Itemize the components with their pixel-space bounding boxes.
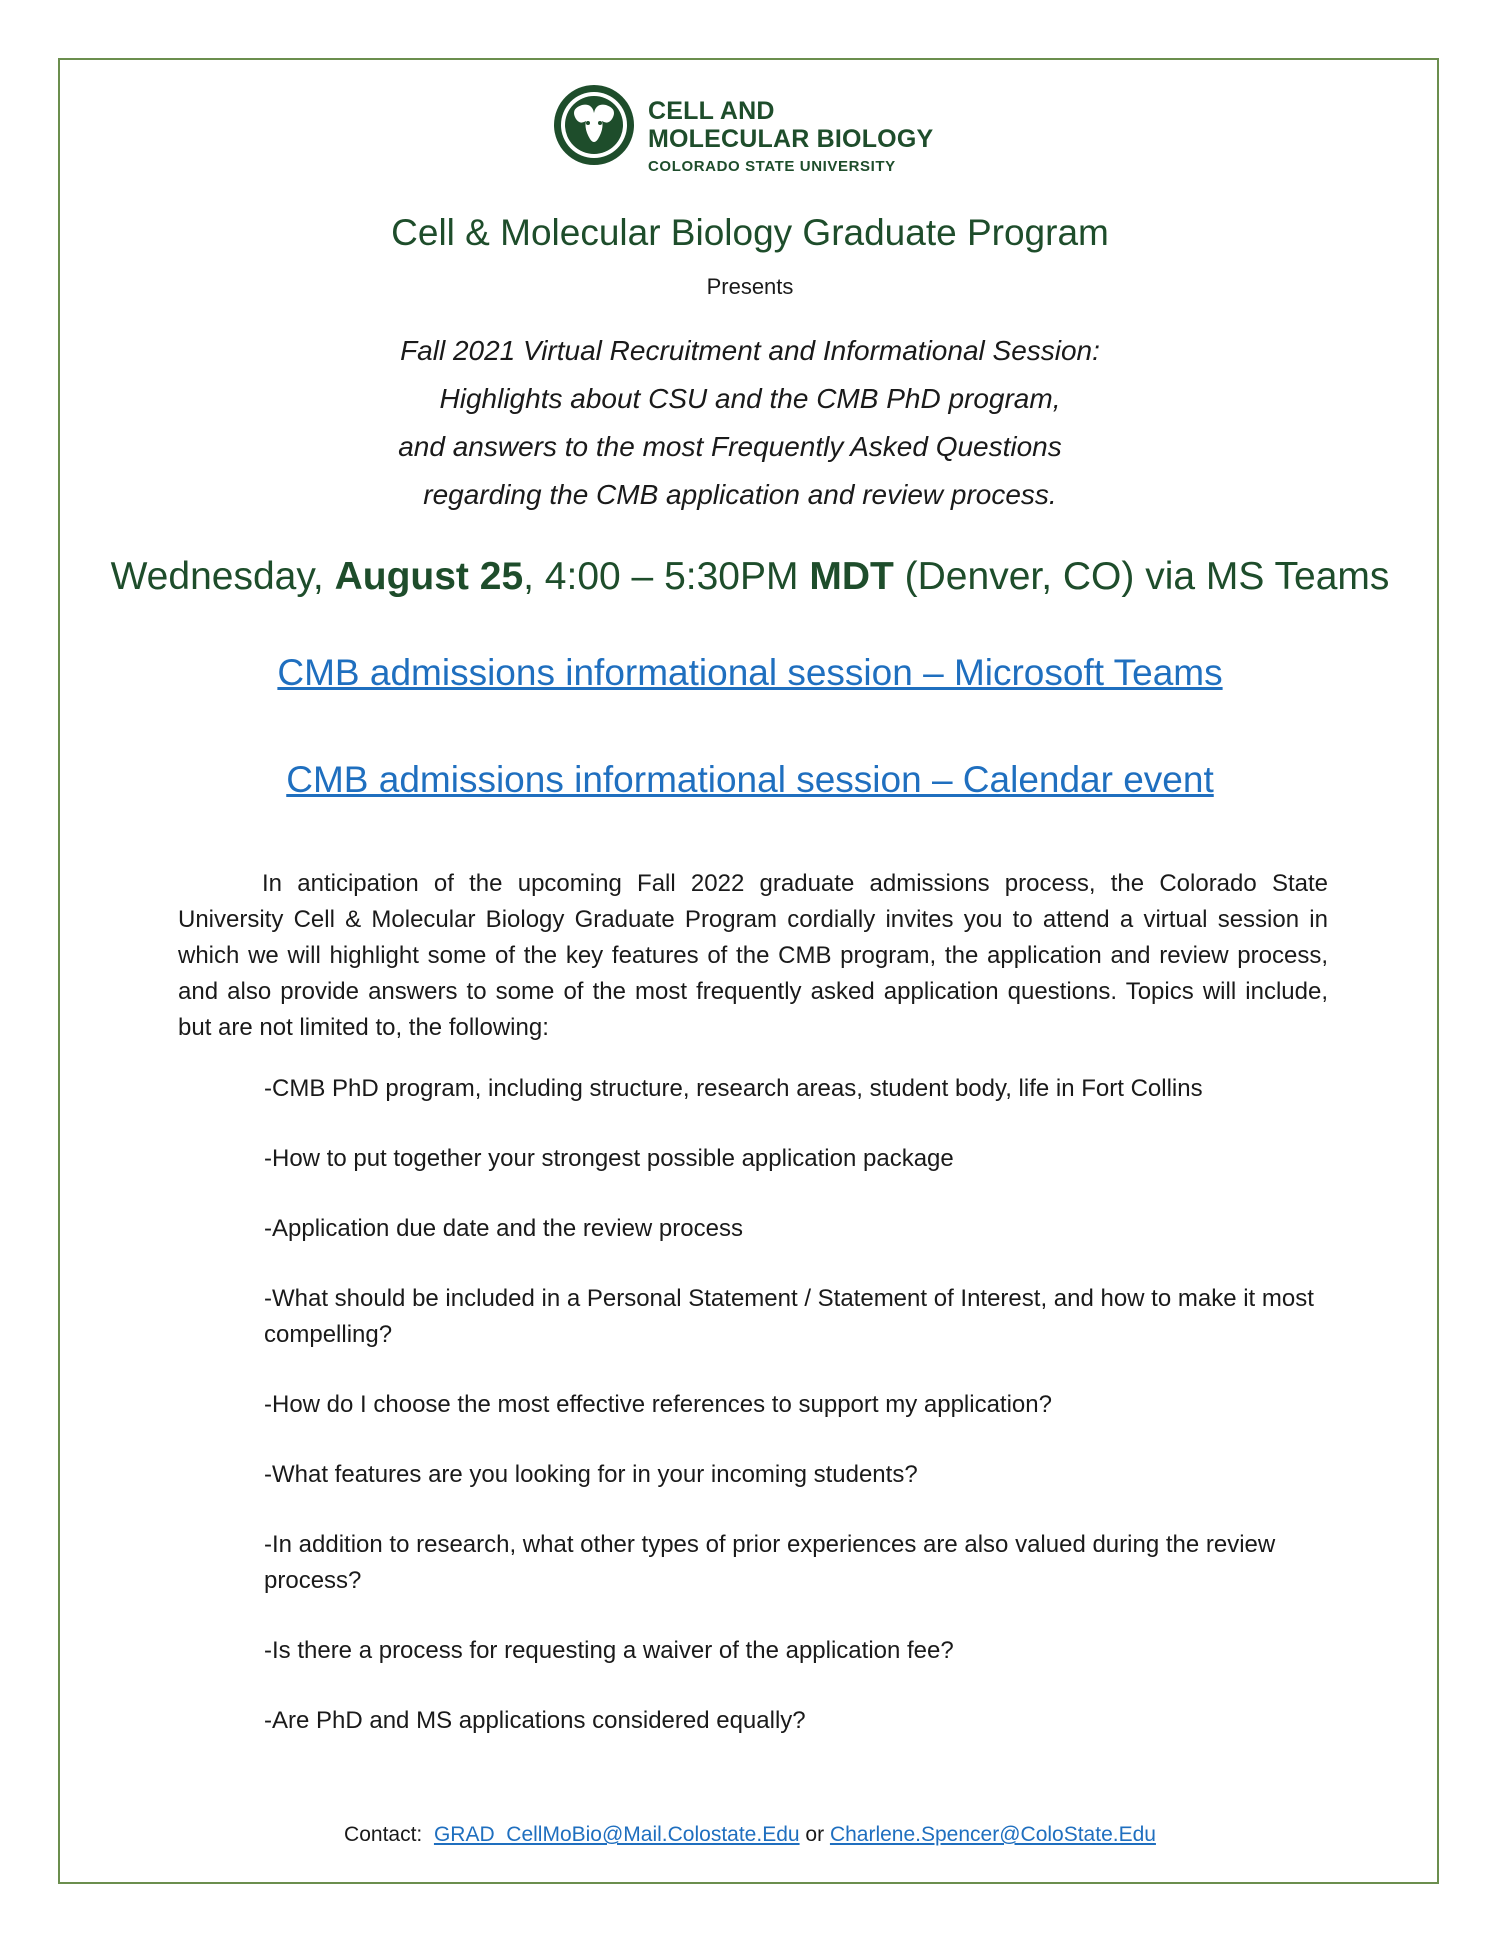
- topic-item: -CMB PhD program, including structure, research areas, student body, life in Fort Collins: [264, 1075, 1203, 1102]
- intro-paragraph: [178, 866, 1328, 1046]
- event-timezone: MDT: [809, 555, 894, 598]
- calendar-link[interactable]: CMB admissions informational session – Calendar event: [286, 759, 1214, 800]
- event-location: (Denver, CO) via MS Teams: [904, 555, 1390, 598]
- topic-item: -Are PhD and MS applications considered equally?: [264, 1707, 806, 1734]
- logo-text-line2: MOLECULAR BIOLOGY: [648, 125, 934, 153]
- topic-item: -Application due date and the review process: [264, 1215, 743, 1242]
- csu-ram-logo-icon: [552, 83, 636, 167]
- topic-item: -What features are you looking for in your incoming students?: [264, 1461, 918, 1488]
- contact-label: Contact:: [344, 1823, 423, 1846]
- event-date: August 25: [334, 555, 524, 598]
- contact-email-charlene[interactable]: Charlene.Spencer@ColoState.Edu: [829, 1823, 1156, 1846]
- teams-link-wrapper: [0, 652, 1500, 694]
- program-title: Cell & Molecular Biology Graduate Program: [391, 212, 1109, 253]
- session-line-4: regarding the CMB application and review process.: [423, 479, 1057, 510]
- event-day: Wednesday,: [110, 555, 324, 598]
- session-line-3: and answers to the most Frequently Asked Questions: [398, 431, 1062, 462]
- contact-separator: or: [805, 1823, 825, 1846]
- session-line-2: Highlights about CSU and the CMB PhD program,: [439, 383, 1061, 414]
- session-line-1: Fall 2021 Virtual Recruitment and Informational Session:: [400, 335, 1100, 366]
- teams-link[interactable]: CMB admissions informational session – Microsoft Teams: [277, 652, 1223, 693]
- presents-label: Presents: [706, 274, 794, 299]
- calendar-link-wrapper: [0, 759, 1500, 801]
- cmb-logo: [552, 83, 972, 183]
- logo-text-line3: COLORADO STATE UNIVERSITY: [648, 158, 896, 175]
- topic-item: -How to put together your strongest possible application package: [264, 1145, 954, 1172]
- topic-item: -In addition to research, what other types of prior experiences are also valued during the review process?: [264, 1531, 1276, 1594]
- contact-email-grad[interactable]: GRAD_CellMoBio@Mail.Colostate.Edu: [433, 1823, 800, 1846]
- intro-text: In anticipation of the upcoming Fall 2022 graduate admissions process, the Colorado State University Cell & Molecular Biology Graduate Program cordially invites you to attend a virtual session in which we will highlight some of the key features of the CMB program, the application and review process, and also provide answers to some of the most frequently asked application questions. Topics will include, but are not limited to, the following:: [178, 870, 1328, 1041]
- topic-item: -Is there a process for requesting a waiver of the application fee?: [264, 1637, 954, 1664]
- event-date-line: [0, 555, 1500, 599]
- topic-item: -What should be included in a Personal Statement / Statement of Interest, and how to make it most compelling?: [264, 1285, 1314, 1348]
- event-time: , 4:00 – 5:30PM: [523, 555, 799, 598]
- logo-text-line1: CELL AND: [648, 97, 775, 125]
- topic-item: -How do I choose the most effective references to support my application?: [264, 1391, 1052, 1418]
- contact-line: [0, 1823, 1500, 1847]
